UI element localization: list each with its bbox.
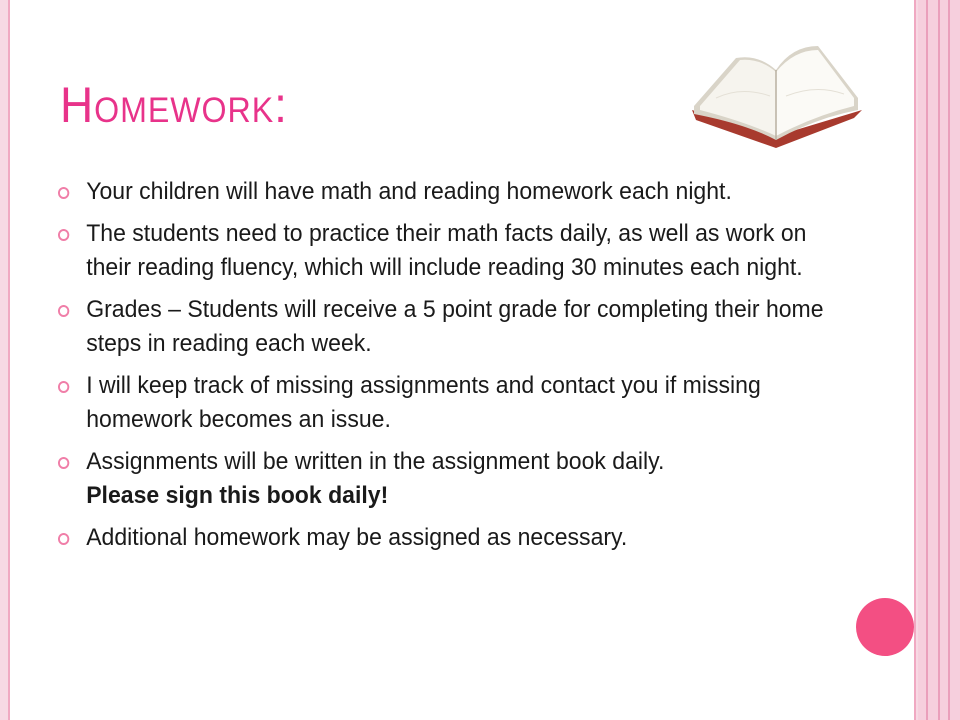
- bullet-icon: [58, 305, 69, 317]
- bullet-text: Grades – Students will receive a 5 point grade for completing their home steps in reading each week.: [86, 296, 824, 357]
- bullet-icon: [58, 533, 69, 545]
- bullet-icon: [58, 457, 69, 469]
- decorative-band: [918, 0, 960, 720]
- open-book-icon: [686, 40, 866, 152]
- list-item: [58, 293, 838, 361]
- decorative-stripe: [938, 0, 940, 720]
- bullet-icon: [58, 229, 69, 241]
- bullet-text: I will keep track of missing assignments and contact you if missing homework becomes an issue.: [86, 372, 761, 433]
- bullet-text: Additional homework may be assigned as necessary.: [86, 524, 628, 551]
- bullet-text: Your children will have math and reading homework each night.: [86, 178, 732, 205]
- decorative-stripe: [948, 0, 950, 720]
- list-item: [58, 521, 838, 555]
- list-item: [58, 217, 838, 285]
- bullet-text: The students need to practice their math facts daily, as well as work on their reading fluency, which will include reading 30 minutes each night.: [86, 220, 807, 281]
- bullet-icon: [58, 381, 69, 393]
- bullet-icon: [58, 187, 69, 199]
- decorative-stripe: [926, 0, 928, 720]
- bullet-text: Assignments will be written in the assignment book daily.: [86, 448, 665, 475]
- slide-title: Homework:: [60, 77, 288, 133]
- list-item: [58, 445, 838, 513]
- bullet-emphasis: Please sign this book daily!: [86, 482, 389, 509]
- list-item: [58, 369, 838, 437]
- bullet-list: [58, 175, 838, 563]
- decorative-dot: [856, 598, 914, 656]
- list-item: [58, 175, 838, 209]
